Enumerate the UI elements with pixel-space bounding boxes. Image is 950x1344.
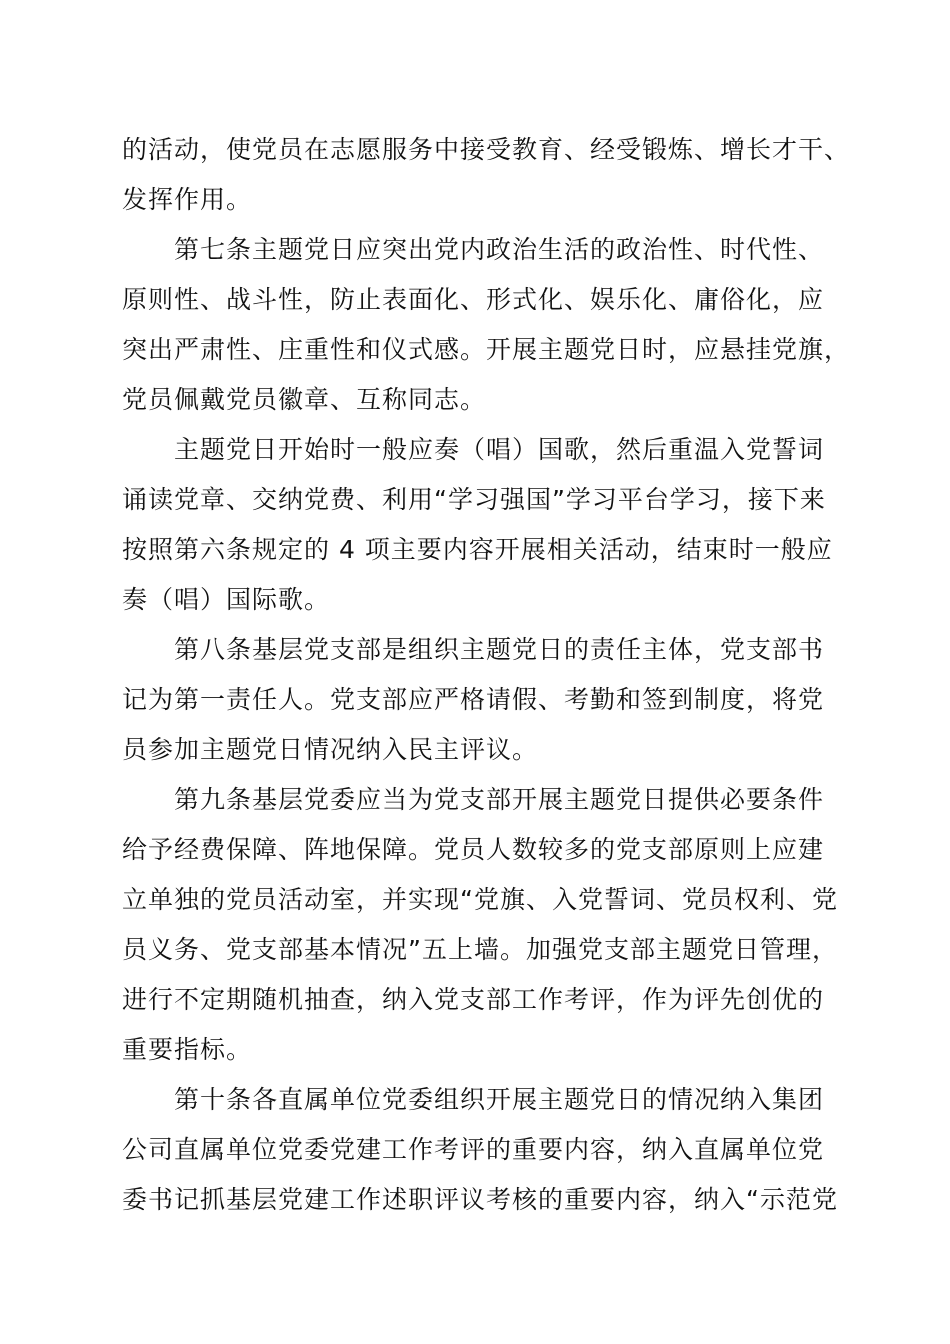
text-line: 员参加主题党日情况纳入民主评议。 (122, 735, 539, 764)
text-line: 原则性、战斗性，防止表面化、形式化、娱乐化、庸俗化，应 (122, 285, 825, 314)
text-line: 重要指标。 (122, 1035, 253, 1064)
text-line: 进行不定期随机抽查，纳入党支部工作考评，作为评先创优的 (122, 985, 825, 1014)
text-line: 委书记抓基层党建工作述职评议考核的重要内容，纳入“示范党 (122, 1185, 838, 1214)
text-line: 立单独的党员活动室，并实现“党旗、入党誓词、党员权利、党 (122, 885, 838, 914)
text-line: 公司直属单位党委党建工作考评的重要内容，纳入直属单位党 (122, 1135, 825, 1164)
article-10-start: 第十条各直属单位党委组织开展主题党日的情况纳入集团 (174, 1085, 825, 1114)
text-line: 发挥作用。 (122, 185, 253, 214)
text-line: 按照第六条规定的 4 项主要内容开展相关活动，结束时一般应 (122, 535, 833, 564)
article-7-start: 第七条主题党日应突出党内政治生活的政治性、时代性、 (174, 235, 825, 264)
text-line: 奏（唱）国际歌。 (122, 585, 331, 614)
document-body (122, 125, 851, 1225)
text-line: 记为第一责任人。党支部应严格请假、考勤和签到制度，将党 (122, 685, 825, 714)
text-line: 的活动，使党员在志愿服务中接受教育、经受锻炼、增长才干、 (122, 135, 851, 164)
text-line: 给予经费保障、阵地保障。党员人数较多的党支部原则上应建 (122, 835, 825, 864)
article-8-start: 第八条基层党支部是组织主题党日的责任主体，党支部书 (174, 635, 825, 664)
paragraph-start: 主题党日开始时一般应奏（唱）国歌，然后重温入党誓词 (174, 435, 825, 464)
text-line: 诵读党章、交纳党费、利用“学习强国”学习平台学习，接下来 (122, 485, 826, 514)
article-9-start: 第九条基层党委应当为党支部开展主题党日提供必要条件 (174, 785, 825, 814)
text-line: 党员佩戴党员徽章、互称同志。 (122, 385, 487, 414)
text-line: 突出严肃性、庄重性和仪式感。开展主题党日时，应悬挂党旗， (122, 335, 851, 364)
text-line: 员义务、党支部基本情况”五上墙。加强党支部主题党日管理， (122, 935, 838, 964)
